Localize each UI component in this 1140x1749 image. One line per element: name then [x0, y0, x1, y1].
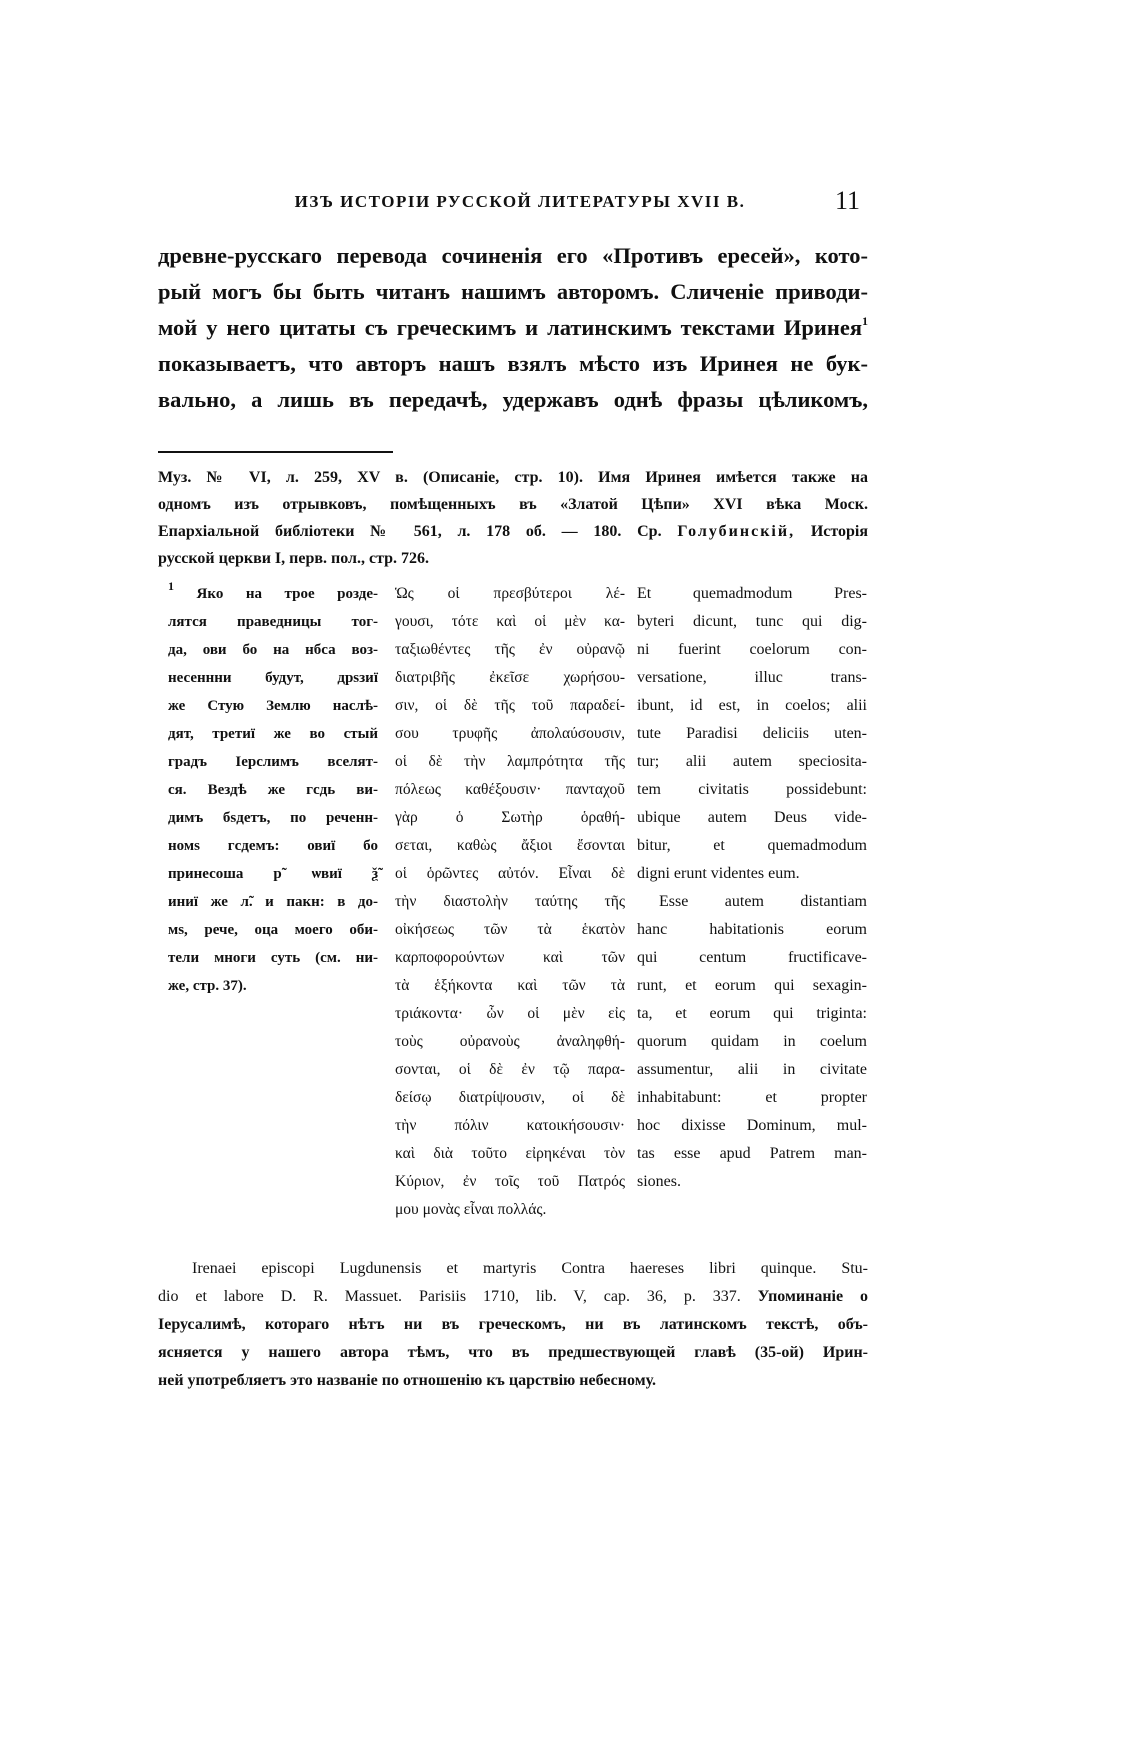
- latin-line: assumentur, alii in civitate: [637, 1061, 867, 1078]
- latin-line: tute Paradisi deliciis uten-: [637, 725, 867, 742]
- source-footnote: [158, 1255, 868, 1395]
- running-title: ИЗЪ ИСТОРІИ РУССКОЙ ЛИТЕРАТУРЫ XVII В.: [294, 192, 746, 211]
- source-line-part: dio et labore D. R. Massuet. Parisiis 1710, lib. V, cap. 36, p. 337.: [158, 1288, 741, 1305]
- greek-line: καρποφορούντων καὶ τῶν: [395, 949, 625, 966]
- slavonic-line: номѕ гсдемъ: овиї бо: [168, 838, 378, 854]
- greek-line: σου τρυφῆς ἀπολαύσουσιν,: [395, 725, 625, 742]
- source-line: ней употребляетъ это названіе по отношенію къ царствію небесному.: [158, 1372, 656, 1389]
- greek-line: σονται, οἱ δὲ ἐν τῷ παρα-: [395, 1061, 625, 1078]
- latin-line: tas esse apud Patrem man-: [637, 1145, 867, 1162]
- greek-line: οἱ ὁρῶντες αὐτόν. Εἶναι δὲ: [395, 865, 625, 882]
- greek-line: τὴν διαστολὴν ταύτης τῆς: [395, 893, 625, 910]
- latin-line: Esse autem distantiam: [659, 893, 867, 910]
- greek-line: οἱ δὲ τὴν λαμπρότητα τῆς: [395, 753, 625, 770]
- main-text-line: рый могъ бы быть читанъ нашимъ авторомъ. Сличеніе приводи-: [158, 279, 868, 304]
- latin-line: ibunt, id est, in coelos; alii: [637, 697, 867, 714]
- latin-line: tem civitatis possidebunt:: [637, 781, 867, 798]
- greek-line: σεται, καθὼς ἄξιοι ἔσονται: [395, 837, 625, 854]
- latin-line: tur; alii autem speciosita-: [637, 753, 867, 770]
- slavonic-line: лятся праведницы тог-: [168, 614, 378, 630]
- greek-line: γὰρ ὁ Σωτὴρ ὁραθή-: [395, 809, 625, 826]
- greek-line: τὴν πόλιν κατοικήσουσιν·: [395, 1117, 625, 1134]
- greek-line: σιν, οἱ δὲ τῆς τοῦ παραδεί-: [395, 697, 625, 714]
- greek-line: μου μονὰς εἶναι πολλάς.: [395, 1201, 547, 1218]
- greek-column: [395, 580, 625, 1224]
- latin-line: digni erunt videntes eum.: [637, 865, 800, 882]
- slavonic-line: же, стр. 37).: [168, 978, 247, 994]
- footnote-line: Муз. № VI, л. 259, XV в. (Описаніе, стр. 10). Имя Иринея имѣется также на: [158, 469, 868, 486]
- greek-line: Ὡς οἱ πρεσβύτεροι λέ-: [395, 585, 625, 602]
- main-text-line: [158, 310, 868, 346]
- footnote-line-part: Епархіальной библіотеки № 561, л. 178 об. — 180. Ср.: [158, 523, 662, 540]
- source-line-part: Упоминаніе о: [757, 1288, 869, 1305]
- greek-line: πόλεως καθέξουσιν· πανταχοῦ: [395, 781, 625, 798]
- latin-line: hanc habitationis eorum: [637, 921, 867, 938]
- latin-line: runt, et eorum qui sexagin-: [637, 977, 867, 994]
- latin-line: Et quemadmodum Pres-: [637, 585, 867, 602]
- slavonic-line: [168, 580, 378, 608]
- latin-line: inhabitabunt: et propter: [637, 1089, 867, 1106]
- footnote-line: [158, 518, 868, 545]
- slavonic-line: иниї же л̃. и пакн: в до-: [168, 894, 378, 910]
- slavonic-line-content: Яко на трое розде-: [196, 586, 378, 602]
- latin-line: byteri dicunt, tunc qui dig-: [637, 613, 867, 630]
- greek-line: γουσι, τότε καὶ οἱ μὲν κα-: [395, 613, 625, 630]
- latin-line: ta, et eorum qui triginta:: [637, 1005, 867, 1022]
- main-text-line-content: мой у него цитаты съ греческимъ и латинскимъ текстами Иринея: [158, 315, 862, 340]
- slavonic-line: мѕ, рече, оца моего оби-: [168, 922, 378, 938]
- source-line: [158, 1283, 868, 1311]
- slavonic-line: градъ Іерслимъ вселят-: [168, 754, 378, 770]
- footnote-divider: [158, 451, 393, 453]
- source-line: Irenaei episcopi Lugdunensis et martyris Contra haereses libri quinque. Stu-: [192, 1260, 868, 1277]
- footnote-line: одномъ изъ отрывковъ, помѣщенныхъ въ «Златой Цѣпи» XVI вѣка Моск.: [158, 496, 868, 513]
- slavonic-line: тели многи суть (см. ни-: [168, 950, 378, 966]
- main-text-line: древне-русскаго перевода сочиненія его «Противъ ересей», кото-: [158, 243, 868, 268]
- main-text-line: вально, а лишь въ передачѣ, удержавъ однѣ фразы цѣликомъ,: [158, 387, 868, 412]
- latin-line: quorum quidam in coelum: [637, 1033, 867, 1050]
- latin-line: qui centum fructificave-: [637, 949, 867, 966]
- slavonic-line: димъ бѕдетъ, по реченн-: [168, 810, 378, 826]
- latin-column: [637, 580, 867, 1196]
- greek-line: οἰκήσεως τῶν τὰ ἑκατὸν: [395, 921, 625, 938]
- slavonic-line: же Стую Землю наслѣ-: [168, 698, 378, 714]
- main-paragraph: [158, 238, 868, 418]
- latin-line: ubique autem Deus vide-: [637, 809, 867, 826]
- greek-line: δείσῳ διατρίψουσιν, οἱ δὲ: [395, 1089, 625, 1106]
- main-text-line: показываетъ, что авторъ нашъ взялъ мѣсто изъ Иринея не бук-: [158, 351, 868, 376]
- footnote-author: Голубинскій,: [677, 523, 796, 540]
- latin-line: versatione, illuc trans-: [637, 669, 867, 686]
- footnote-line-part: Исторія: [810, 523, 869, 540]
- source-line: ясняется у нашего автора тѣмъ, что въ предшествующей главѣ (35-ой) Ирин-: [158, 1344, 868, 1361]
- slavonic-line: дят, третиї же во стый: [168, 726, 378, 742]
- latin-line: siones.: [637, 1173, 681, 1190]
- slavonic-line: несеннни будут, дрѕзиї: [168, 670, 378, 686]
- latin-line: ni fuerint coelorum con-: [637, 641, 867, 658]
- greek-line: Κύριον, ἐν τοῖς τοῦ Πατρός: [395, 1173, 625, 1190]
- greek-line: διατριβῆς ἐκεῖσε χωρήσου-: [395, 669, 625, 686]
- footnote-line: русской церкви I, перв. пол., стр. 726.: [158, 550, 430, 567]
- slavonic-line: да, ови бо на нбса воз-: [168, 642, 378, 658]
- latin-line: hoc dixisse Dominum, mul-: [637, 1117, 867, 1134]
- footnote-continuation: [158, 464, 868, 572]
- greek-line: ταξιωθέντες τῆς ἐν οὐρανῷ: [395, 641, 625, 658]
- slavonic-line: ся. Вездѣ же гсдь ви-: [168, 782, 378, 798]
- slavonic-column: [168, 580, 378, 1000]
- slavonic-line: принесоша р̃ ѡвиї ѯ̃: [168, 866, 378, 882]
- greek-line: καὶ διὰ τοῦτο εἰρηκέναι τὸν: [395, 1145, 625, 1162]
- page-number: 11: [834, 186, 860, 215]
- greek-line: τοὺς οὐρανοὺς ἀναληφθή-: [395, 1033, 625, 1050]
- greek-line: τὰ ἑξήκοντα καὶ τῶν τὰ: [395, 977, 625, 994]
- source-line: Іерусалимѣ, котораго нѣтъ ни въ греческомъ, ни въ латинскомъ текстѣ, объ-: [158, 1316, 868, 1333]
- footnote-marker: 1: [862, 313, 868, 328]
- footnote-marker: 1: [168, 579, 174, 593]
- greek-line: τριάκοντα· ὧν οἱ μὲν εἰς: [395, 1005, 625, 1022]
- latin-line: bitur, et quemadmodum: [637, 837, 867, 854]
